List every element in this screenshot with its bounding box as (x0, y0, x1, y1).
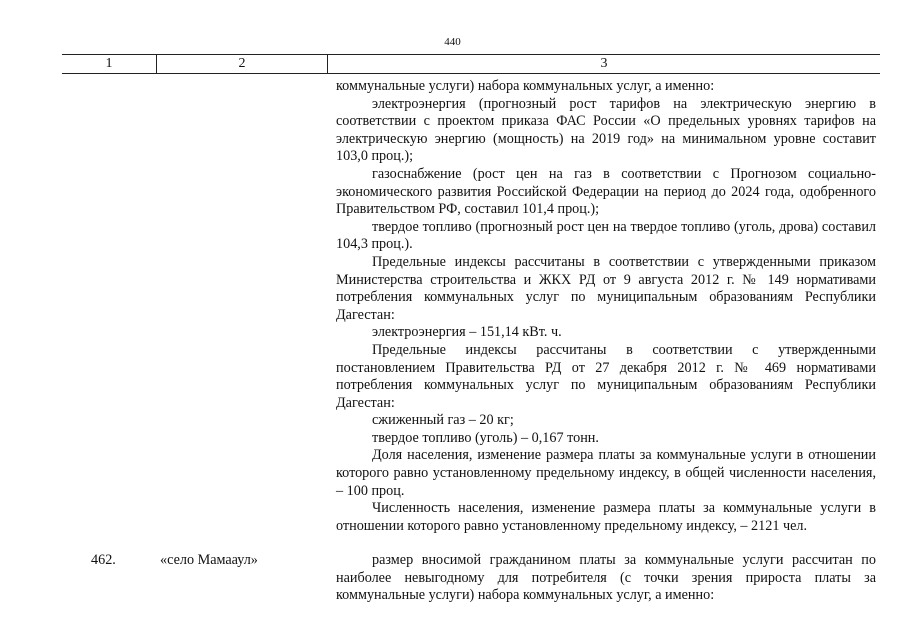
paragraph: Доля населения, изменение размера платы за коммунальные услуги в отношении которого равно установленному предельному индексу, в общей численности населения, – 100 проц. (336, 447, 876, 499)
header-col-3: 3 (600, 56, 608, 71)
paragraph: Численность населения, изменение размера платы за коммунальные услуги в отношении которого равно установленному предельному индексу, – 2121 чел. (336, 500, 876, 534)
paragraph: твердое топливо (уголь) – 0,167 тонн. (372, 429, 599, 446)
paragraph: сжиженный газ – 20 кг; (372, 412, 514, 429)
row-number: 462. (91, 552, 116, 568)
paragraph: размер вносимой гражданином платы за коммунальные услуги рассчитан по наиболее невыгодному для потребителя (с точки зрения прироста платы за коммунальные услуги) набора коммунальных услуг, а именно: (336, 552, 876, 604)
header-col-2: 2 (157, 55, 328, 73)
page-number: 440 (444, 36, 461, 48)
paragraph: Предельные индексы рассчитаны в соответствии с утвержденными приказом Министерства строительства и ЖКХ РД от 9 августа 2012 г. № 149 нормативами потребления коммунальных услуг по муниципальным образованиям Республики Дагестан: (336, 253, 876, 323)
paragraph: газоснабжение (рост цен на газ в соответствии с Прогнозом социально-экономического развития Российской Федерации на период до 2024 года, одобренного Правительством РФ, составил 101,4 проц.); (336, 165, 876, 218)
table-header (62, 54, 880, 74)
settlement-name: «село Мамааул» (160, 552, 258, 568)
row-content (336, 78, 876, 535)
paragraph: Предельные индексы рассчитаны в соответствии с утвержденными постановлением Правительства РД от 27 декабря 2012 г. № 469 нормативами потребления коммунальных услуг по муниципальным образованиям Республики Дагестан: (336, 341, 876, 411)
header-col-1: 1 (62, 55, 157, 73)
row-text (336, 552, 876, 605)
paragraph: электроэнергия – 151,14 кВт. ч. (372, 324, 562, 341)
paragraph: электроэнергия (прогнозный рост тарифов на электрическую энергию в соответствии с проектом приказа ФАС России «О предельных уровнях тарифов на электрическую энергию (мощность) на 2019 год» на минимальном уровне составит 103,0 проц.); (336, 95, 876, 165)
paragraph: коммунальные услуги) набора коммунальных услуг, а именно: (336, 78, 715, 94)
paragraph: твердое топливо (прогнозный рост цен на твердое топливо (уголь, дрова) составил 104,3 проц.). (336, 218, 876, 253)
